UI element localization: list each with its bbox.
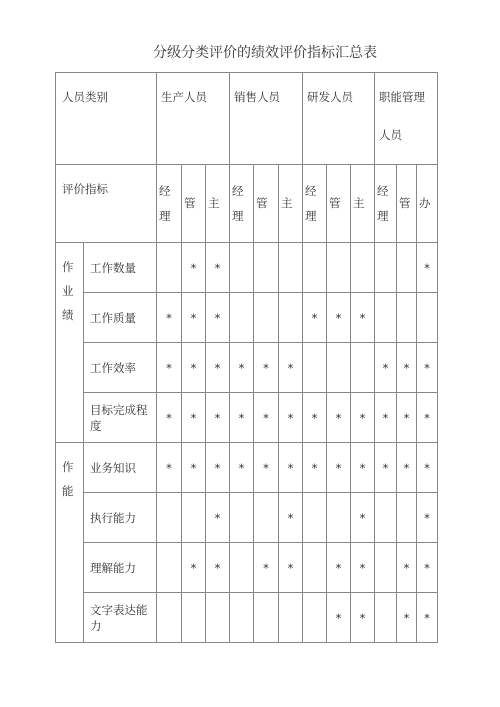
role-header-char1: 经 [232, 183, 244, 198]
category-char: 绩 [62, 308, 74, 322]
mark-cell: * [157, 343, 182, 393]
mark-cell: * [206, 443, 230, 493]
mark-cell [182, 593, 206, 643]
indicator-label: 业务知识 [84, 443, 157, 493]
category-char: 能 [62, 484, 74, 498]
role-header-1 [182, 165, 206, 243]
role-header-3 [230, 165, 254, 243]
role-header-char1: 经 [377, 183, 389, 198]
mark-cell [375, 493, 397, 543]
mark-cell [254, 493, 279, 543]
indicator-label: 理解能力 [84, 543, 157, 593]
mark-cell: * [397, 393, 417, 443]
role-header-char2: 理 [377, 208, 389, 223]
mark-cell [417, 293, 438, 343]
mark-cell: * [254, 393, 279, 443]
mark-cell [327, 343, 351, 393]
mark-cell: * [351, 543, 375, 593]
mark-cell: * [206, 543, 230, 593]
mark-cell [375, 543, 397, 593]
header-row-groups [56, 73, 438, 165]
table-row [56, 393, 438, 443]
mark-cell [327, 493, 351, 543]
mark-cell: * [206, 243, 230, 293]
role-header-char1: 管 [256, 196, 268, 210]
mark-cell [397, 293, 417, 343]
mark-cell: * [351, 393, 375, 443]
mark-cell: * [303, 443, 327, 493]
mark-cell: * [206, 493, 230, 543]
mark-cell [182, 493, 206, 543]
indicator-label: 文字表达能力 [84, 593, 157, 643]
mark-cell: * [182, 243, 206, 293]
mark-cell [157, 493, 182, 543]
mark-cell: * [397, 543, 417, 593]
role-header-10 [397, 165, 417, 243]
mark-cell: * [303, 293, 327, 343]
mark-cell: * [182, 443, 206, 493]
indicator-label: 评价指标 [56, 165, 157, 243]
mark-cell [397, 243, 417, 293]
indicator-label: 工作效率 [84, 343, 157, 393]
header-row-roles [56, 165, 438, 243]
group-header-admin-line1: 职能管理 [379, 90, 425, 104]
mark-cell: * [206, 343, 230, 393]
mark-cell: * [157, 443, 182, 493]
mark-cell: * [397, 593, 417, 643]
indicator-label: 工作质量 [84, 293, 157, 343]
mark-cell [397, 493, 417, 543]
group-header-rnd: 研发人员 [303, 73, 375, 165]
table-row [56, 543, 438, 593]
table-row [56, 593, 438, 643]
mark-cell [254, 293, 279, 343]
category-cell [56, 243, 84, 443]
table-row [56, 443, 438, 493]
mark-cell [375, 593, 397, 643]
mark-cell: * [279, 393, 303, 443]
mark-cell: * [254, 543, 279, 593]
mark-cell: * [230, 393, 254, 443]
mark-cell [327, 243, 351, 293]
role-header-7 [327, 165, 351, 243]
mark-cell [230, 243, 254, 293]
role-header-char2: 理 [159, 208, 171, 223]
mark-cell: * [182, 543, 206, 593]
mark-cell: * [157, 393, 182, 443]
role-header-6 [303, 165, 327, 243]
mark-cell: * [351, 593, 375, 643]
mark-cell [375, 293, 397, 343]
mark-cell: * [254, 343, 279, 393]
role-header-4 [254, 165, 279, 243]
role-header-9 [375, 165, 397, 243]
category-char: 作 [62, 260, 74, 274]
mark-cell: * [327, 393, 351, 443]
table-row [56, 343, 438, 393]
mark-cell [303, 543, 327, 593]
category-char: 作 [62, 460, 74, 474]
group-header-production: 生产人员 [157, 73, 230, 165]
role-header-char2: 理 [232, 208, 244, 223]
mark-cell [279, 593, 303, 643]
mark-cell: * [182, 393, 206, 443]
mark-cell [375, 243, 397, 293]
table-row [56, 293, 438, 343]
mark-cell [303, 343, 327, 393]
mark-cell [351, 343, 375, 393]
mark-cell: * [397, 443, 417, 493]
indicator-label: 执行能力 [84, 493, 157, 543]
mark-cell: * [417, 393, 438, 443]
mark-cell: * [230, 343, 254, 393]
mark-cell: * [182, 343, 206, 393]
role-header-char1: 管 [399, 196, 411, 210]
group-header-admin-line2: 人员 [379, 128, 402, 142]
mark-cell [279, 243, 303, 293]
mark-cell: * [303, 393, 327, 443]
role-header-char2: 理 [305, 208, 317, 223]
role-header-char1: 管 [184, 196, 196, 210]
mark-cell [303, 493, 327, 543]
mark-cell [303, 243, 327, 293]
role-header-0 [157, 165, 182, 243]
role-header-char1: 管 [329, 196, 341, 210]
mark-cell [351, 243, 375, 293]
mark-cell: * [279, 493, 303, 543]
table-row [56, 493, 438, 543]
mark-cell: * [279, 343, 303, 393]
role-header-2 [206, 165, 230, 243]
role-header-5 [279, 165, 303, 243]
mark-cell: * [230, 443, 254, 493]
mark-cell: * [206, 393, 230, 443]
role-header-char1: 办 [419, 196, 431, 210]
category-char: 业 [62, 284, 74, 298]
mark-cell: * [206, 293, 230, 343]
mark-cell: * [327, 593, 351, 643]
mark-cell [230, 593, 254, 643]
mark-cell [206, 593, 230, 643]
mark-cell [254, 243, 279, 293]
mark-cell [279, 293, 303, 343]
mark-cell: * [375, 443, 397, 493]
role-header-char1: 经 [305, 183, 317, 198]
mark-cell: * [279, 543, 303, 593]
mark-cell: * [182, 293, 206, 343]
mark-cell: * [417, 543, 438, 593]
person-type-label: 人员类别 [56, 73, 157, 165]
mark-cell: * [157, 293, 182, 343]
role-header-11 [417, 165, 438, 243]
role-header-char1: 主 [281, 196, 293, 210]
mark-cell: * [375, 343, 397, 393]
mark-cell: * [327, 293, 351, 343]
mark-cell: * [279, 443, 303, 493]
role-header-char1: 主 [208, 196, 220, 210]
group-header-sales: 销售人员 [230, 73, 303, 165]
mark-cell [303, 593, 327, 643]
mark-cell [157, 593, 182, 643]
mark-cell: * [351, 493, 375, 543]
mark-cell: * [417, 443, 438, 493]
mark-cell [157, 243, 182, 293]
mark-cell: * [417, 243, 438, 293]
mark-cell [254, 593, 279, 643]
role-header-char1: 经 [159, 183, 171, 198]
mark-cell: * [327, 443, 351, 493]
role-header-8 [351, 165, 375, 243]
mark-cell [230, 543, 254, 593]
evaluation-matrix-table [55, 72, 438, 643]
table-title: 分级分类评价的绩效评价指标汇总表 [153, 45, 377, 61]
mark-cell [230, 293, 254, 343]
mark-cell: * [397, 343, 417, 393]
category-cell [56, 443, 84, 643]
mark-cell [230, 493, 254, 543]
role-header-char1: 主 [353, 196, 365, 210]
mark-cell: * [351, 293, 375, 343]
indicator-label: 工作数量 [84, 243, 157, 293]
table-row [56, 243, 438, 293]
mark-cell: * [327, 543, 351, 593]
mark-cell: * [417, 493, 438, 543]
mark-cell: * [417, 593, 438, 643]
mark-cell: * [417, 343, 438, 393]
mark-cell [157, 543, 182, 593]
group-header-admin [375, 73, 438, 165]
indicator-label: 目标完成程度 [84, 393, 157, 443]
mark-cell: * [254, 443, 279, 493]
mark-cell: * [375, 393, 397, 443]
mark-cell: * [351, 443, 375, 493]
